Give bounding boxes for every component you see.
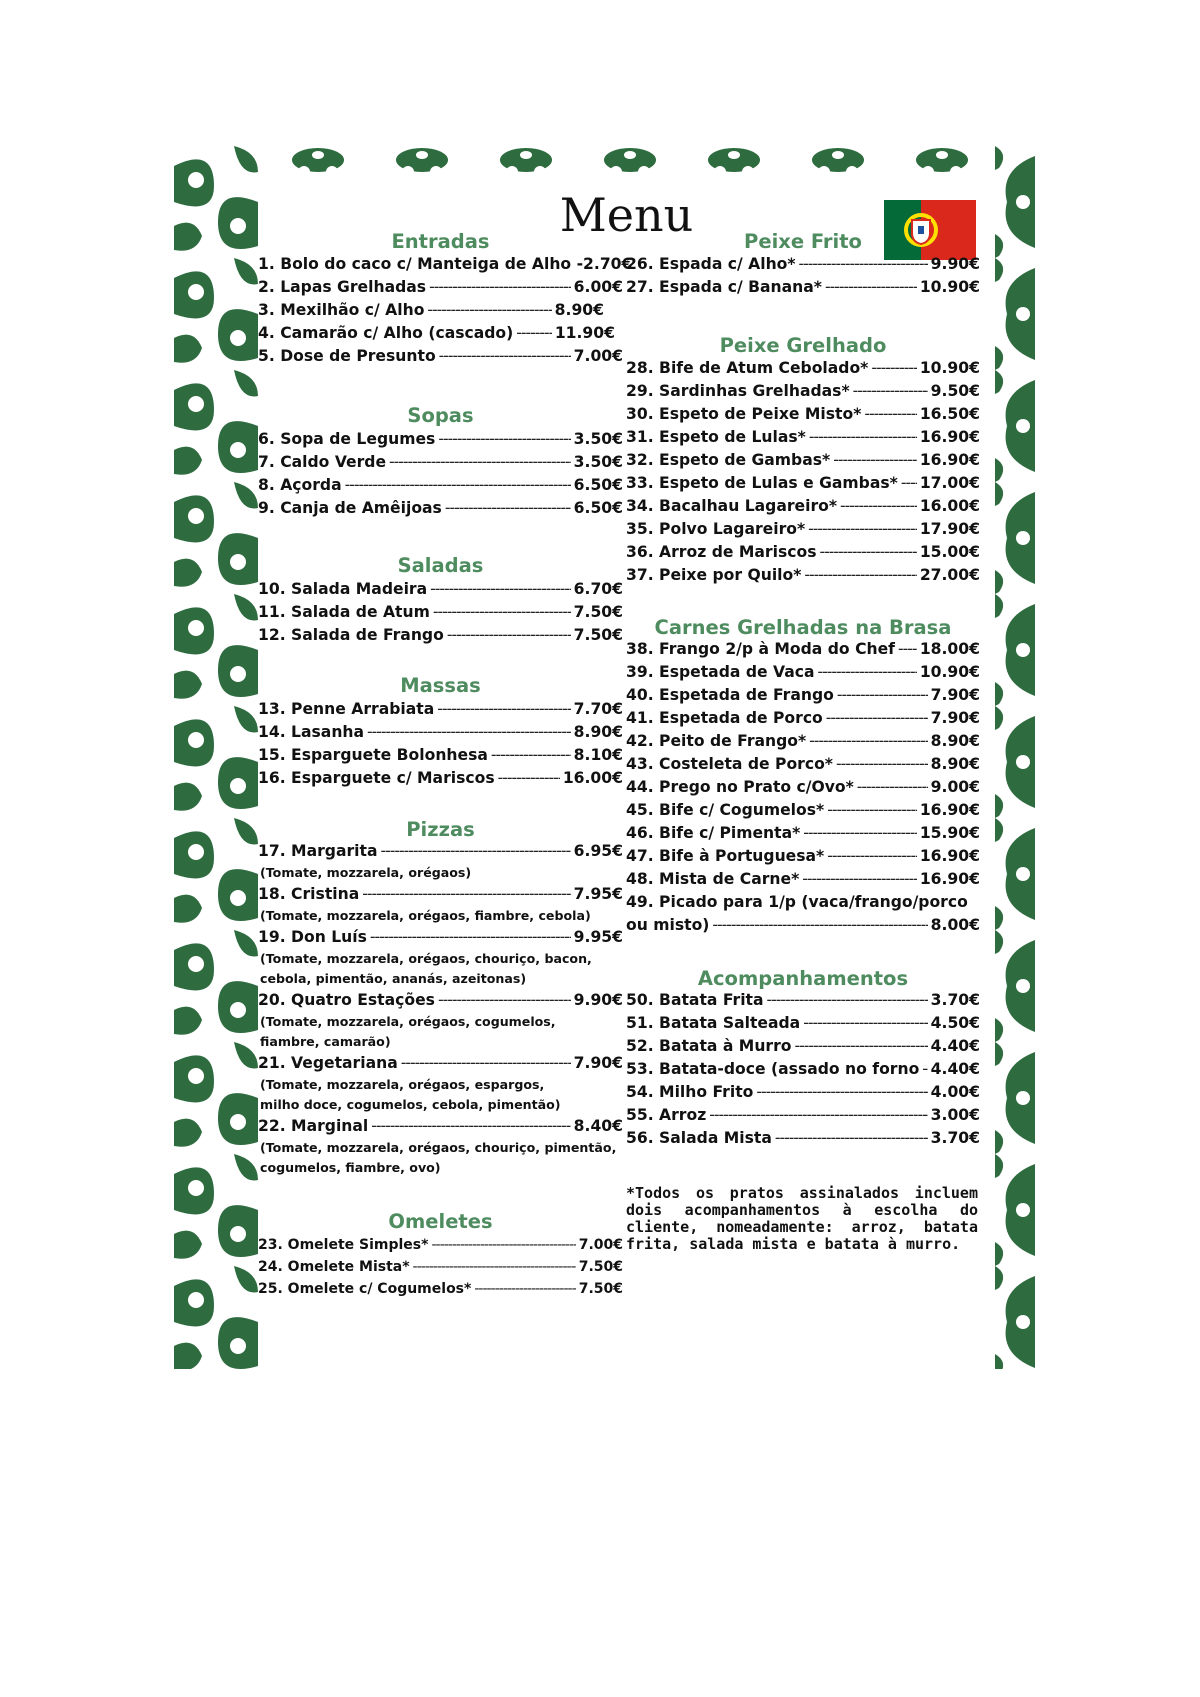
menu-item: 31. Espeto de Lulas* ----- 16.90€ — [626, 428, 980, 446]
menu-item: 18. Cristina ----- 7.95€ — [258, 885, 623, 903]
menu-item: 7. Caldo Verde ----- 3.50€ — [258, 453, 623, 471]
menu-item: 40. Espetada de Frango ----- 7.90€ — [626, 686, 980, 704]
menu-item: 38. Frango 2/p à Moda do Chef ----- 18.00€ — [626, 640, 980, 658]
menu-item: 44. Prego no Prato c/Ovo* ----- 9.00€ — [626, 778, 980, 796]
menu-item: 19. Don Luís ----- 9.95€ — [258, 928, 623, 946]
menu-item: 35. Polvo Lagareiro* ----- 17.90€ — [626, 520, 980, 538]
menu-item: 26. Espada c/ Alho* ----- 9.90€ — [626, 255, 980, 273]
menu-card — [174, 146, 1035, 1369]
menu-item: 14. Lasanha ----- 8.90€ — [258, 723, 623, 741]
menu-item: 51. Batata Salteada ----- 4.50€ — [626, 1014, 980, 1032]
section-title-pizzas: Pizzas — [406, 818, 475, 841]
menu-item: 30. Espeto de Peixe Misto* ----- 16.50€ — [626, 405, 980, 423]
section-title-massas: Massas — [400, 674, 481, 697]
menu-item: 13. Penne Arrabiata ----- 7.70€ — [258, 700, 623, 718]
menu-item: 17. Margarita ----- 6.95€ — [258, 842, 623, 860]
menu-item: 8. Açorda ----- 6.50€ — [258, 476, 623, 494]
menu-item: 43. Costeleta de Porco* ----- 8.90€ — [626, 755, 980, 773]
menu-item: 12. Salada de Frango ----- 7.50€ — [258, 626, 623, 644]
item-description: fiambre, camarão) — [260, 1034, 391, 1049]
menu-item: 42. Peito de Frango* ----- 8.90€ — [626, 732, 980, 750]
menu-item: 39. Espetada de Vaca ----- 10.90€ — [626, 663, 980, 681]
tile-border-left — [174, 146, 258, 1369]
menu-item: 4. Camarão c/ Alho (cascado) ----- 11.90€ — [258, 324, 615, 342]
menu-item: 20. Quatro Estações ----- 9.90€ — [258, 991, 623, 1009]
menu-item: 28. Bife de Atum Cebolado* ----- 10.90€ — [626, 359, 980, 377]
menu-item: 10. Salada Madeira ----- 6.70€ — [258, 580, 623, 598]
section-title-omeletes: Omeletes — [388, 1210, 493, 1233]
menu-item: 9. Canja de Amêijoas ----- 6.50€ — [258, 499, 623, 517]
footnote: *Todos os pratos assinalados incluem dois acompanhamentos à escolha do cliente, nomeadamente: arroz, batata frita, salada mista e batata à murro. — [626, 1184, 978, 1253]
menu-item: 11. Salada de Atum ----- 7.50€ — [258, 603, 623, 621]
menu-item: 34. Bacalhau Lagareiro* ----- 16.00€ — [626, 497, 980, 515]
menu-item: 29. Sardinhas Grelhadas* ----- 9.50€ — [626, 382, 980, 400]
item-description: cebola, pimentão, ananás, azeitonas) — [260, 971, 527, 986]
item-description: (Tomate, mozzarela, orégaos, cogumelos, — [260, 1014, 556, 1029]
menu-item: 2. Lapas Grelhadas ----- 6.00€ — [258, 278, 623, 296]
menu-item: 33. Espeto de Lulas e Gambas* ----- 17.00€ — [626, 474, 980, 492]
menu-item: 6. Sopa de Legumes ----- 3.50€ — [258, 430, 623, 448]
item-description: (Tomate, mozzarela, orégaos, chouriço, pimentão, — [260, 1140, 617, 1155]
menu-content — [258, 180, 995, 1369]
menu-item: 32. Espeto de Gambas* ----- 16.90€ — [626, 451, 980, 469]
menu-item: 46. Bife c/ Pimenta* ----- 15.90€ — [626, 824, 980, 842]
section-title-saladas: Saladas — [397, 554, 484, 577]
section-title-entradas: Entradas — [391, 230, 490, 253]
menu-item: 36. Arroz de Mariscos ----- 15.00€ — [626, 543, 980, 561]
section-title-acompanhamentos: Acompanhamentos — [697, 967, 909, 990]
item-description: milho doce, cogumelos, cebola, pimentão) — [260, 1097, 561, 1112]
section-title-peixe-frito: Peixe Frito — [744, 230, 862, 253]
menu-item: 54. Milho Frito ----- 4.00€ — [626, 1083, 980, 1101]
section-title-carnes: Carnes Grelhadas na Brasa — [654, 616, 952, 639]
section-title-sopas: Sopas — [407, 404, 474, 427]
section-title-peixe-grelhado: Peixe Grelhado — [719, 334, 887, 357]
tile-border-right — [995, 146, 1035, 1369]
menu-item: 45. Bife c/ Cogumelos* ----- 16.90€ — [626, 801, 980, 819]
menu-item: ou misto) ----- 8.00€ — [626, 916, 980, 934]
menu-item: 24. Omelete Mista* ----- 7.50€ — [258, 1259, 623, 1275]
menu-item: 48. Mista de Carne* ----- 16.90€ — [626, 870, 980, 888]
menu-item: 23. Omelete Simples* ----- 7.00€ — [258, 1237, 623, 1253]
menu-item: 25. Omelete c/ Cogumelos* ----- 7.50€ — [258, 1281, 623, 1297]
menu-item: 3. Mexilhão c/ Alho ----- 8.90€ — [258, 301, 604, 319]
menu-item: 1. Bolo do caco c/ Manteiga de Alho - 2.70€ — [258, 255, 633, 273]
menu-item: 50. Batata Frita ----- 3.70€ — [626, 991, 980, 1009]
item-description: (Tomate, mozzarela, orégaos, espargos, — [260, 1077, 545, 1092]
menu-item: 41. Espetada de Porco ----- 7.90€ — [626, 709, 980, 727]
item-description: (Tomate, mozzarela, orégaos, fiambre, cebola) — [260, 908, 591, 923]
menu-item: 21. Vegetariana ----- 7.90€ — [258, 1054, 623, 1072]
menu-item: 27. Espada c/ Banana* ----- 10.90€ — [626, 278, 980, 296]
menu-item: 53. Batata-doce (assado no forno ----- 4.40€ — [626, 1060, 980, 1078]
menu-title: Menu — [559, 188, 694, 242]
menu-item: 37. Peixe por Quilo* ----- 27.00€ — [626, 566, 980, 584]
menu-item: 56. Salada Mista ----- 3.70€ — [626, 1129, 980, 1147]
menu-item: 16. Esparguete c/ Mariscos ----- 16.00€ — [258, 769, 623, 787]
item-description: cogumelos, fiambre, ovo) — [260, 1160, 441, 1175]
menu-item: 5. Dose de Presunto ----- 7.00€ — [258, 347, 623, 365]
menu-item: 47. Bife à Portuguesa* ----- 16.90€ — [626, 847, 980, 865]
item-description: (Tomate, mozzarela, orégaos, chouriço, bacon, — [260, 951, 592, 966]
menu-item: 15. Esparguete Bolonhesa ----- 8.10€ — [258, 746, 623, 764]
menu-item: 22. Marginal ----- 8.40€ — [258, 1117, 623, 1135]
menu-item: 52. Batata à Murro ----- 4.40€ — [626, 1037, 980, 1055]
menu-item: 55. Arroz ----- 3.00€ — [626, 1106, 980, 1124]
tile-border-top — [174, 146, 1035, 180]
menu-item-line1: 49. Picado para 1/p (vaca/frango/porco — [626, 893, 968, 911]
item-description: (Tomate, mozzarela, orégaos) — [260, 865, 472, 880]
